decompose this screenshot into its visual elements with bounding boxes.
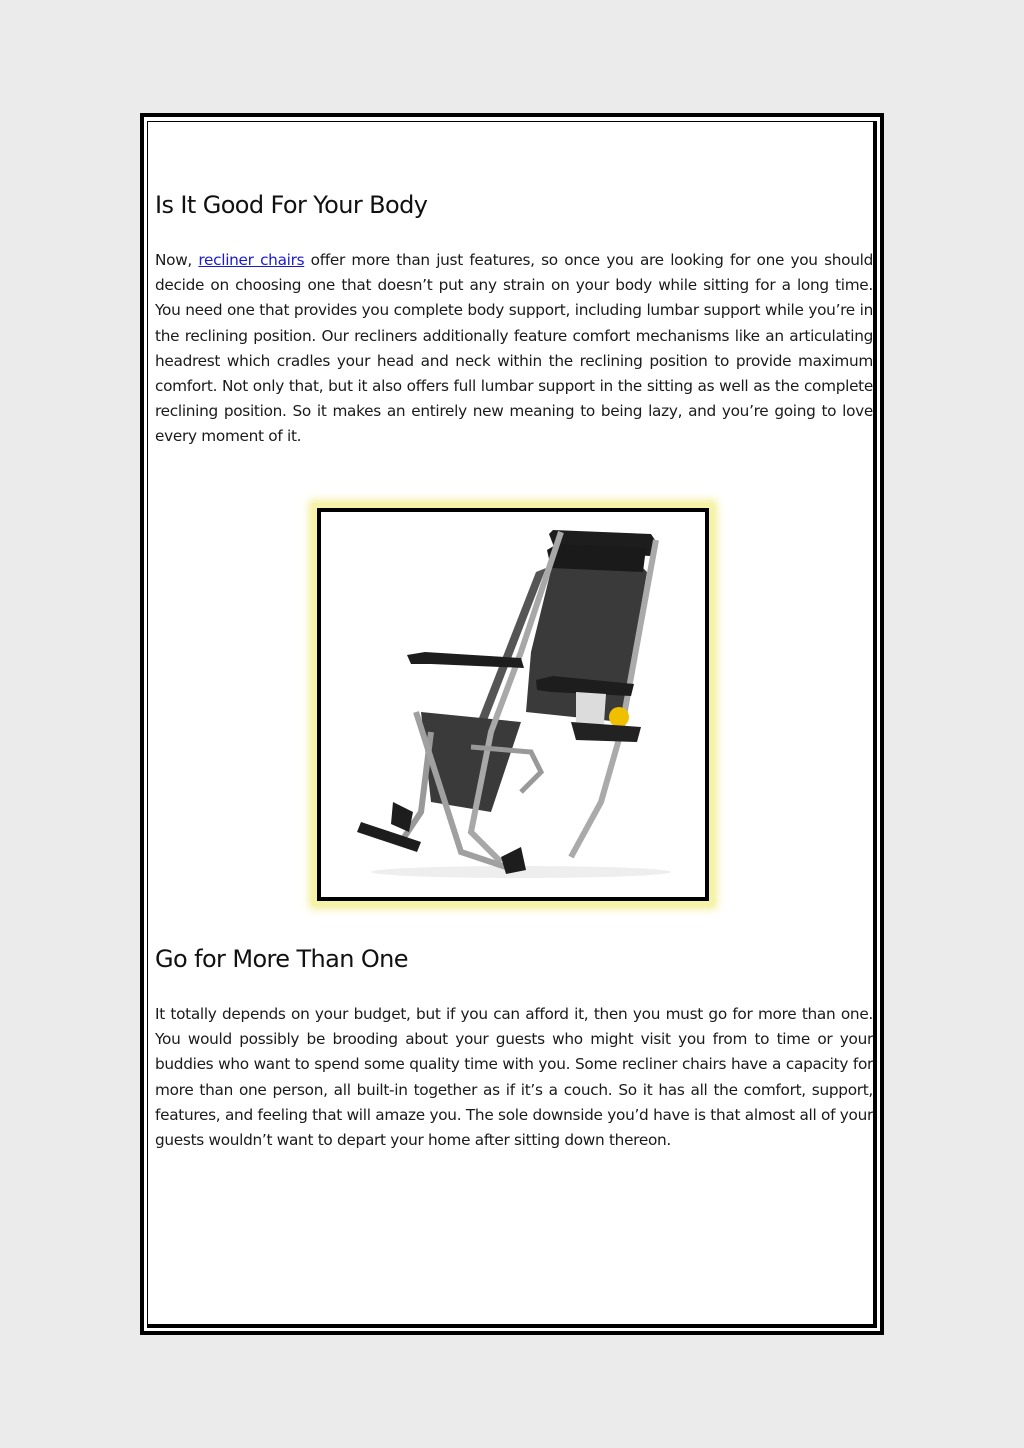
recliner-chairs-link[interactable]: recliner chairs <box>198 251 305 269</box>
chair-photo <box>317 508 709 901</box>
section-paragraph-more: It totally depends on your budget, but if you can afford it, then you must go for more than one. You would possibly be brooding about your guests who might visit you from to time or your buddies who want to spend some quality time with you. Some recliner chairs have a capacity for more than one person, all built-in together as if it’s a couch. So it has all the comfort, support, features, and feeling that will amaze you. The sole downside you’d have is that almost all of your guests wouldn’t want to depart your home after sitting down thereon. <box>155 1005 873 1150</box>
section-heading-more: Go for More Than One <box>155 945 408 973</box>
section-paragraph-body <box>155 248 873 450</box>
chair-photo-glow <box>312 503 714 906</box>
paragraph-text: offer more than just features, so once you are looking for one you should decide on choosing one that doesn’t put any strain on your body while sitting for a long time. You need one that provides you complete body support, including lumbar support while you’re in the reclining position. Our recliners additionally feature comfort mechanisms like an articulating headrest which cradles your head and neck within the reclining position to provide maximum comfort. Not only that, but it also offers full lumbar support in the sitting as well as the complete reclining position. So it makes an entirely new meaning to being lazy, and you’re going to love every moment of it. <box>155 251 873 446</box>
section-heading-body: Is It Good For Your Body <box>155 191 428 219</box>
paragraph-prefix: Now, <box>155 251 199 269</box>
recliner-chair-illustration <box>321 512 705 897</box>
